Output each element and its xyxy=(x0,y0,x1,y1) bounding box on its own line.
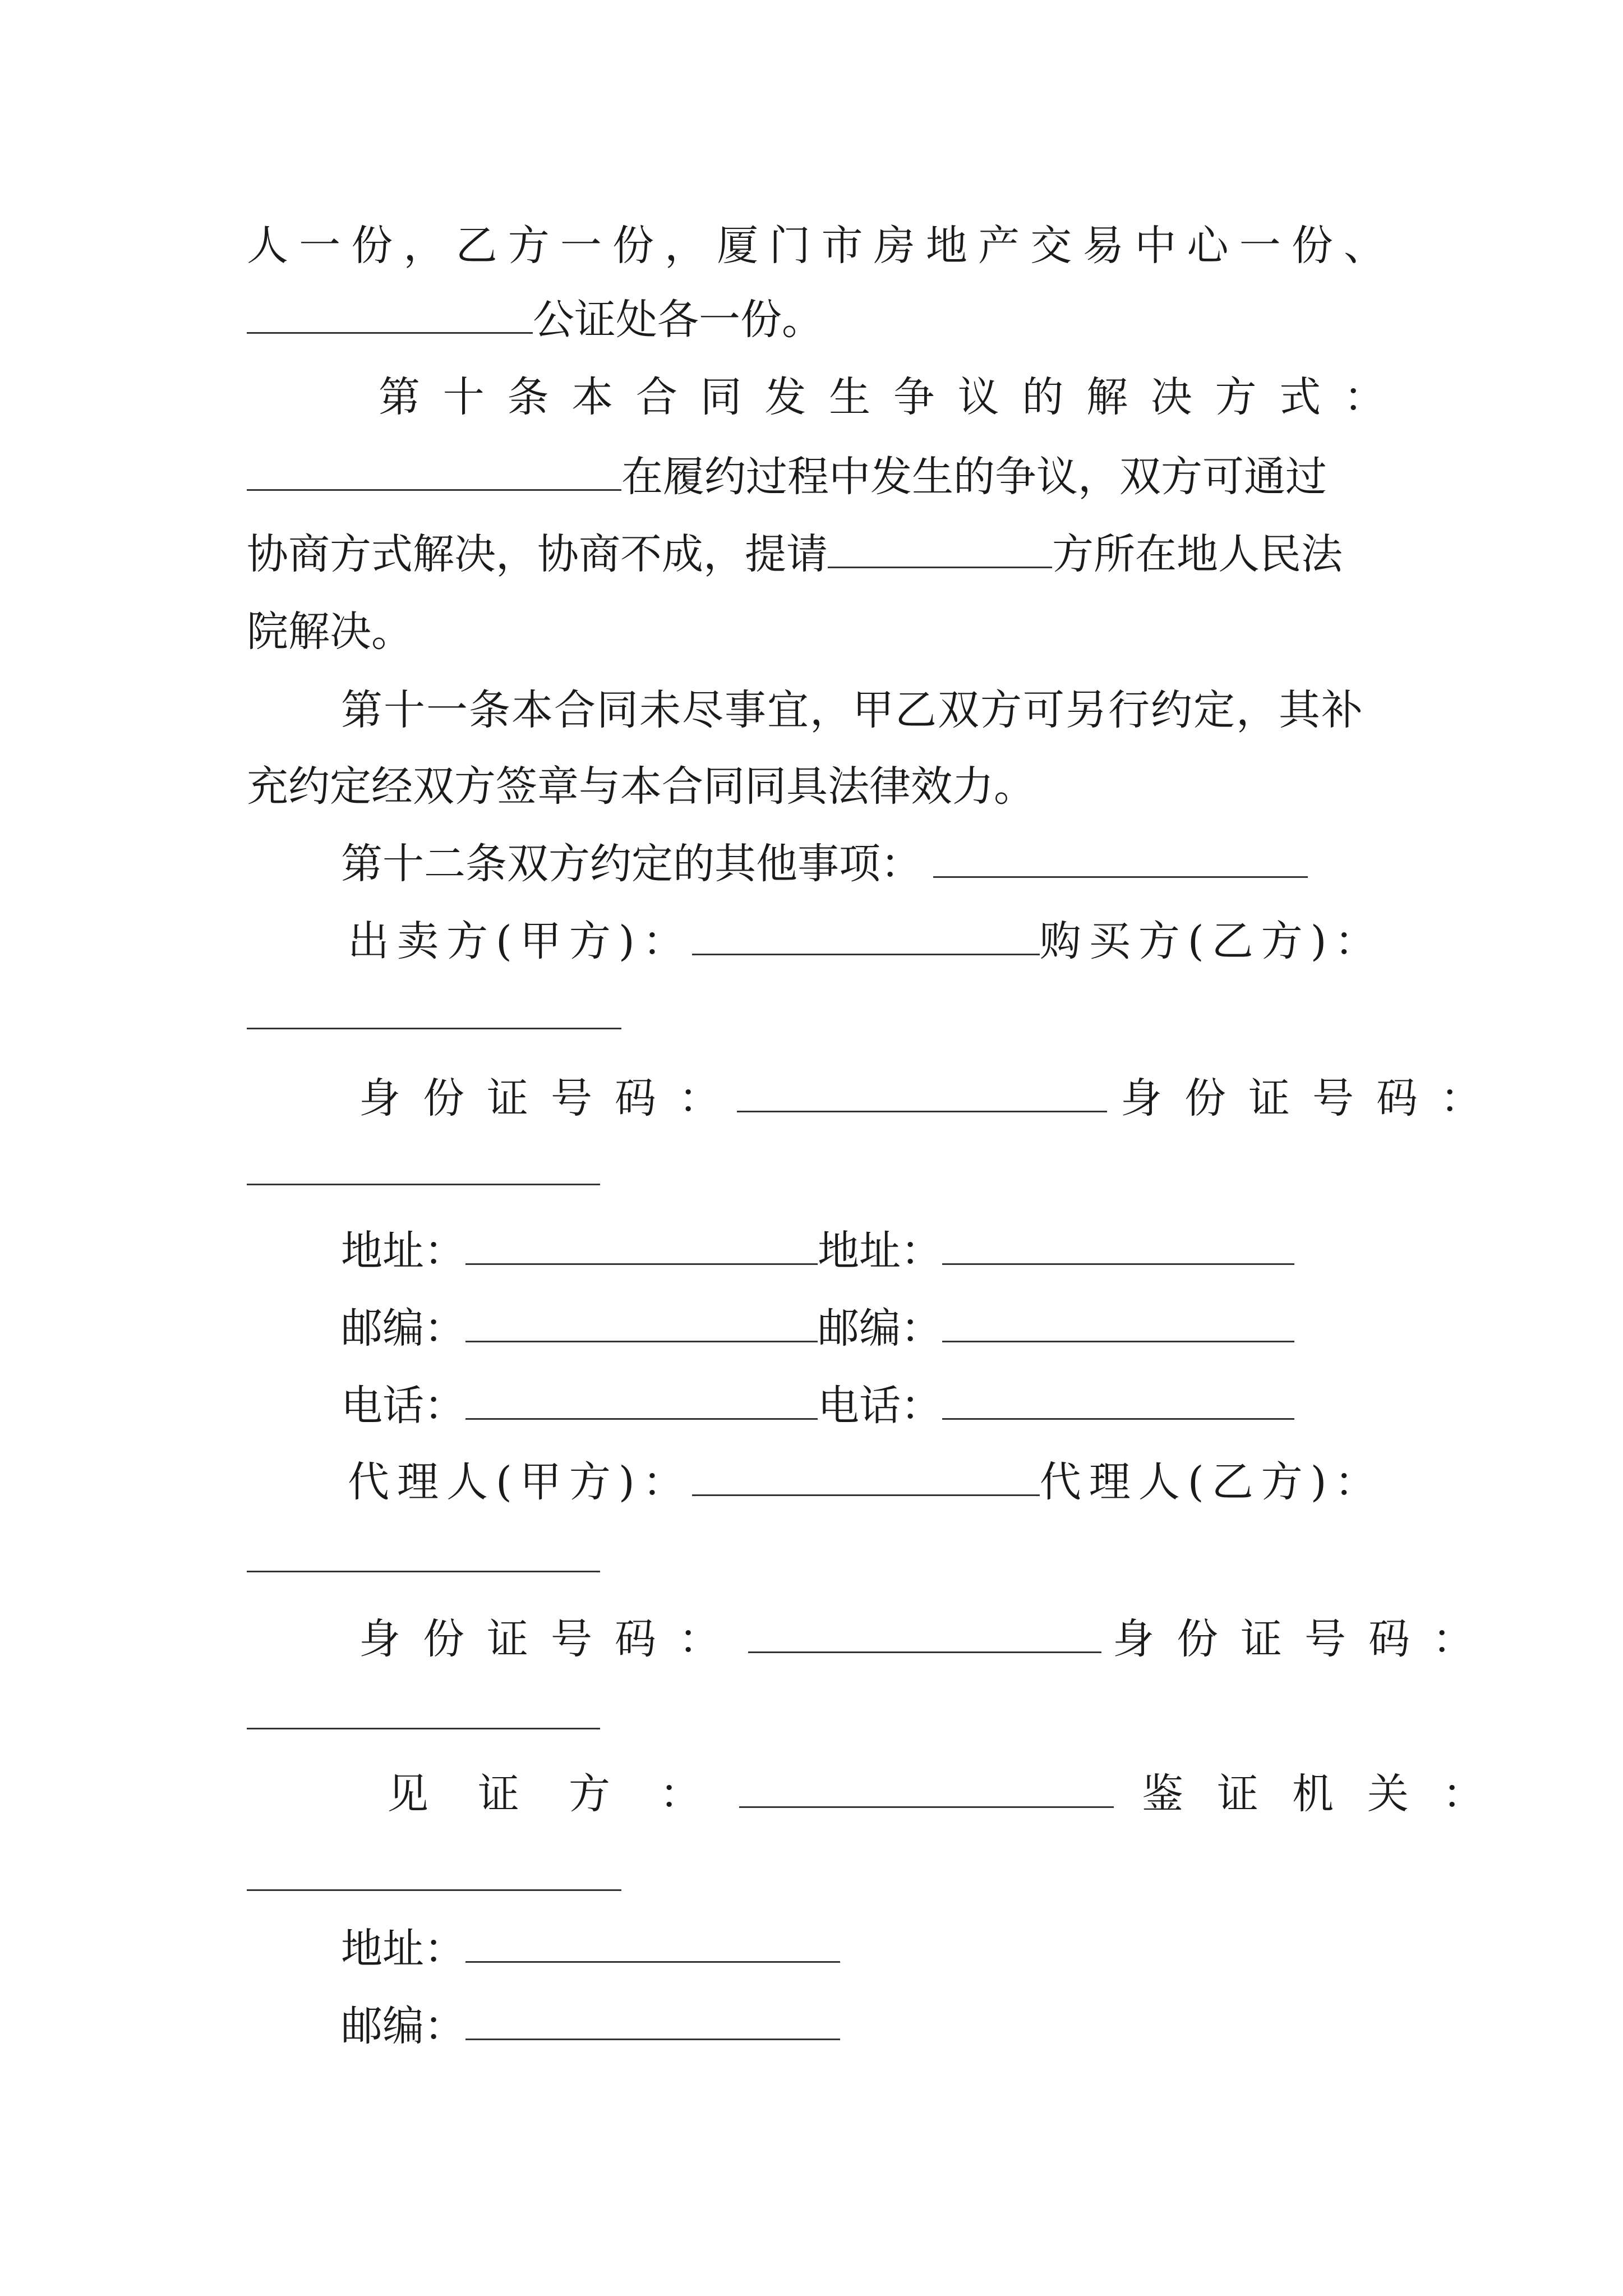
dispute-party-blank[interactable] xyxy=(247,454,621,491)
agent-b-id-label: 身份证号码： xyxy=(1113,1615,1496,1663)
article-11-line-2: 充约定经双方签章与本合同同具法律效力。 xyxy=(247,762,1035,811)
buyer-postcode-field[interactable] xyxy=(942,1306,1294,1342)
witness-line xyxy=(387,1766,1525,1822)
agent-a-id-label: 身份证号码： xyxy=(359,1615,743,1663)
buyer-phone-field[interactable] xyxy=(942,1383,1294,1420)
seller-address-field[interactable] xyxy=(465,1228,818,1265)
agent-a-id-field[interactable] xyxy=(748,1617,1101,1653)
witness-postcode-label: 邮编： xyxy=(341,2002,465,2050)
agent-b-id-field[interactable] xyxy=(247,1728,600,1729)
article-10-heading: 第十条本合同发生争议的解决方式： xyxy=(379,373,1385,421)
seller-phone-label: 电话： xyxy=(341,1382,465,1430)
agent-id-line xyxy=(359,1611,1497,1667)
copies-text: 人一份，乙方一份，厦门市房地产交易中心一份、 xyxy=(247,222,1385,270)
seller-field[interactable] xyxy=(692,919,1040,955)
seller-id-field[interactable] xyxy=(737,1076,1107,1112)
buyer-postcode-label: 邮编： xyxy=(818,1304,942,1352)
buyer-address-label: 地址： xyxy=(818,1227,942,1275)
agent-line xyxy=(348,1454,1486,1510)
article-11-line-1: 第十一条本合同未尽事宜，甲乙双方可另行约定，其补 xyxy=(341,686,1364,734)
text-line-2 xyxy=(247,292,1385,348)
buyer-field[interactable] xyxy=(247,1028,621,1029)
other-matters-blank[interactable] xyxy=(933,841,1308,878)
agent-a-label: 代理人(甲方)： xyxy=(348,1458,692,1506)
witness-address-field[interactable] xyxy=(465,1926,840,1963)
seller-label: 出卖方(甲方)： xyxy=(348,917,692,965)
buyer-label: 购买方(乙方)： xyxy=(1039,917,1384,965)
agent-b-label: 代理人(乙方)： xyxy=(1039,1458,1384,1506)
notary-blank[interactable] xyxy=(247,297,533,334)
seller-buyer-line xyxy=(348,913,1486,969)
seller-phone-field[interactable] xyxy=(465,1383,818,1420)
court-party-blank[interactable] xyxy=(828,532,1052,568)
witness-address-line xyxy=(341,1921,1479,1977)
article-12: 第十二条双方约定的其他事项： xyxy=(341,836,1479,892)
seller-address-label: 地址： xyxy=(341,1227,465,1275)
text-line-1 xyxy=(247,218,1385,274)
buyer-address-field[interactable] xyxy=(942,1228,1294,1265)
agent-a-field[interactable] xyxy=(692,1460,1040,1496)
agent-b-field[interactable] xyxy=(247,1571,600,1572)
seller-postcode-field[interactable] xyxy=(465,1306,818,1342)
postcode-line xyxy=(341,1300,1479,1356)
witness-postcode-field[interactable] xyxy=(465,2004,840,2040)
seller-id-label: 身份证号码： xyxy=(359,1074,743,1122)
phone-line xyxy=(341,1378,1479,1434)
buyer-phone-label: 电话： xyxy=(818,1382,942,1430)
article-10-line-2: 在履约过程中发生的争议，双方可通过 xyxy=(247,449,1385,505)
seller-postcode-label: 邮编： xyxy=(341,1304,465,1352)
witness-postcode-line xyxy=(341,1998,1479,2054)
id-line xyxy=(359,1070,1504,1126)
buyer-id-label: 身份证号码： xyxy=(1121,1074,1504,1122)
article-10-line-3: 协商方式解决，协商不成，提请 方所在地人民法 xyxy=(247,530,1343,578)
article-10-line-4: 院解决。 xyxy=(247,608,413,656)
authority-label: 鉴证机关： xyxy=(1142,1770,1518,1818)
witness-field[interactable] xyxy=(739,1772,1114,1808)
buyer-id-field[interactable] xyxy=(247,1184,600,1185)
witness-address-label: 地址： xyxy=(341,1925,465,1973)
authority-field[interactable] xyxy=(247,1889,621,1891)
notary-text: 公证处各一份。 xyxy=(533,296,823,344)
address-line xyxy=(341,1223,1479,1279)
witness-label: 见证方： xyxy=(387,1770,750,1818)
